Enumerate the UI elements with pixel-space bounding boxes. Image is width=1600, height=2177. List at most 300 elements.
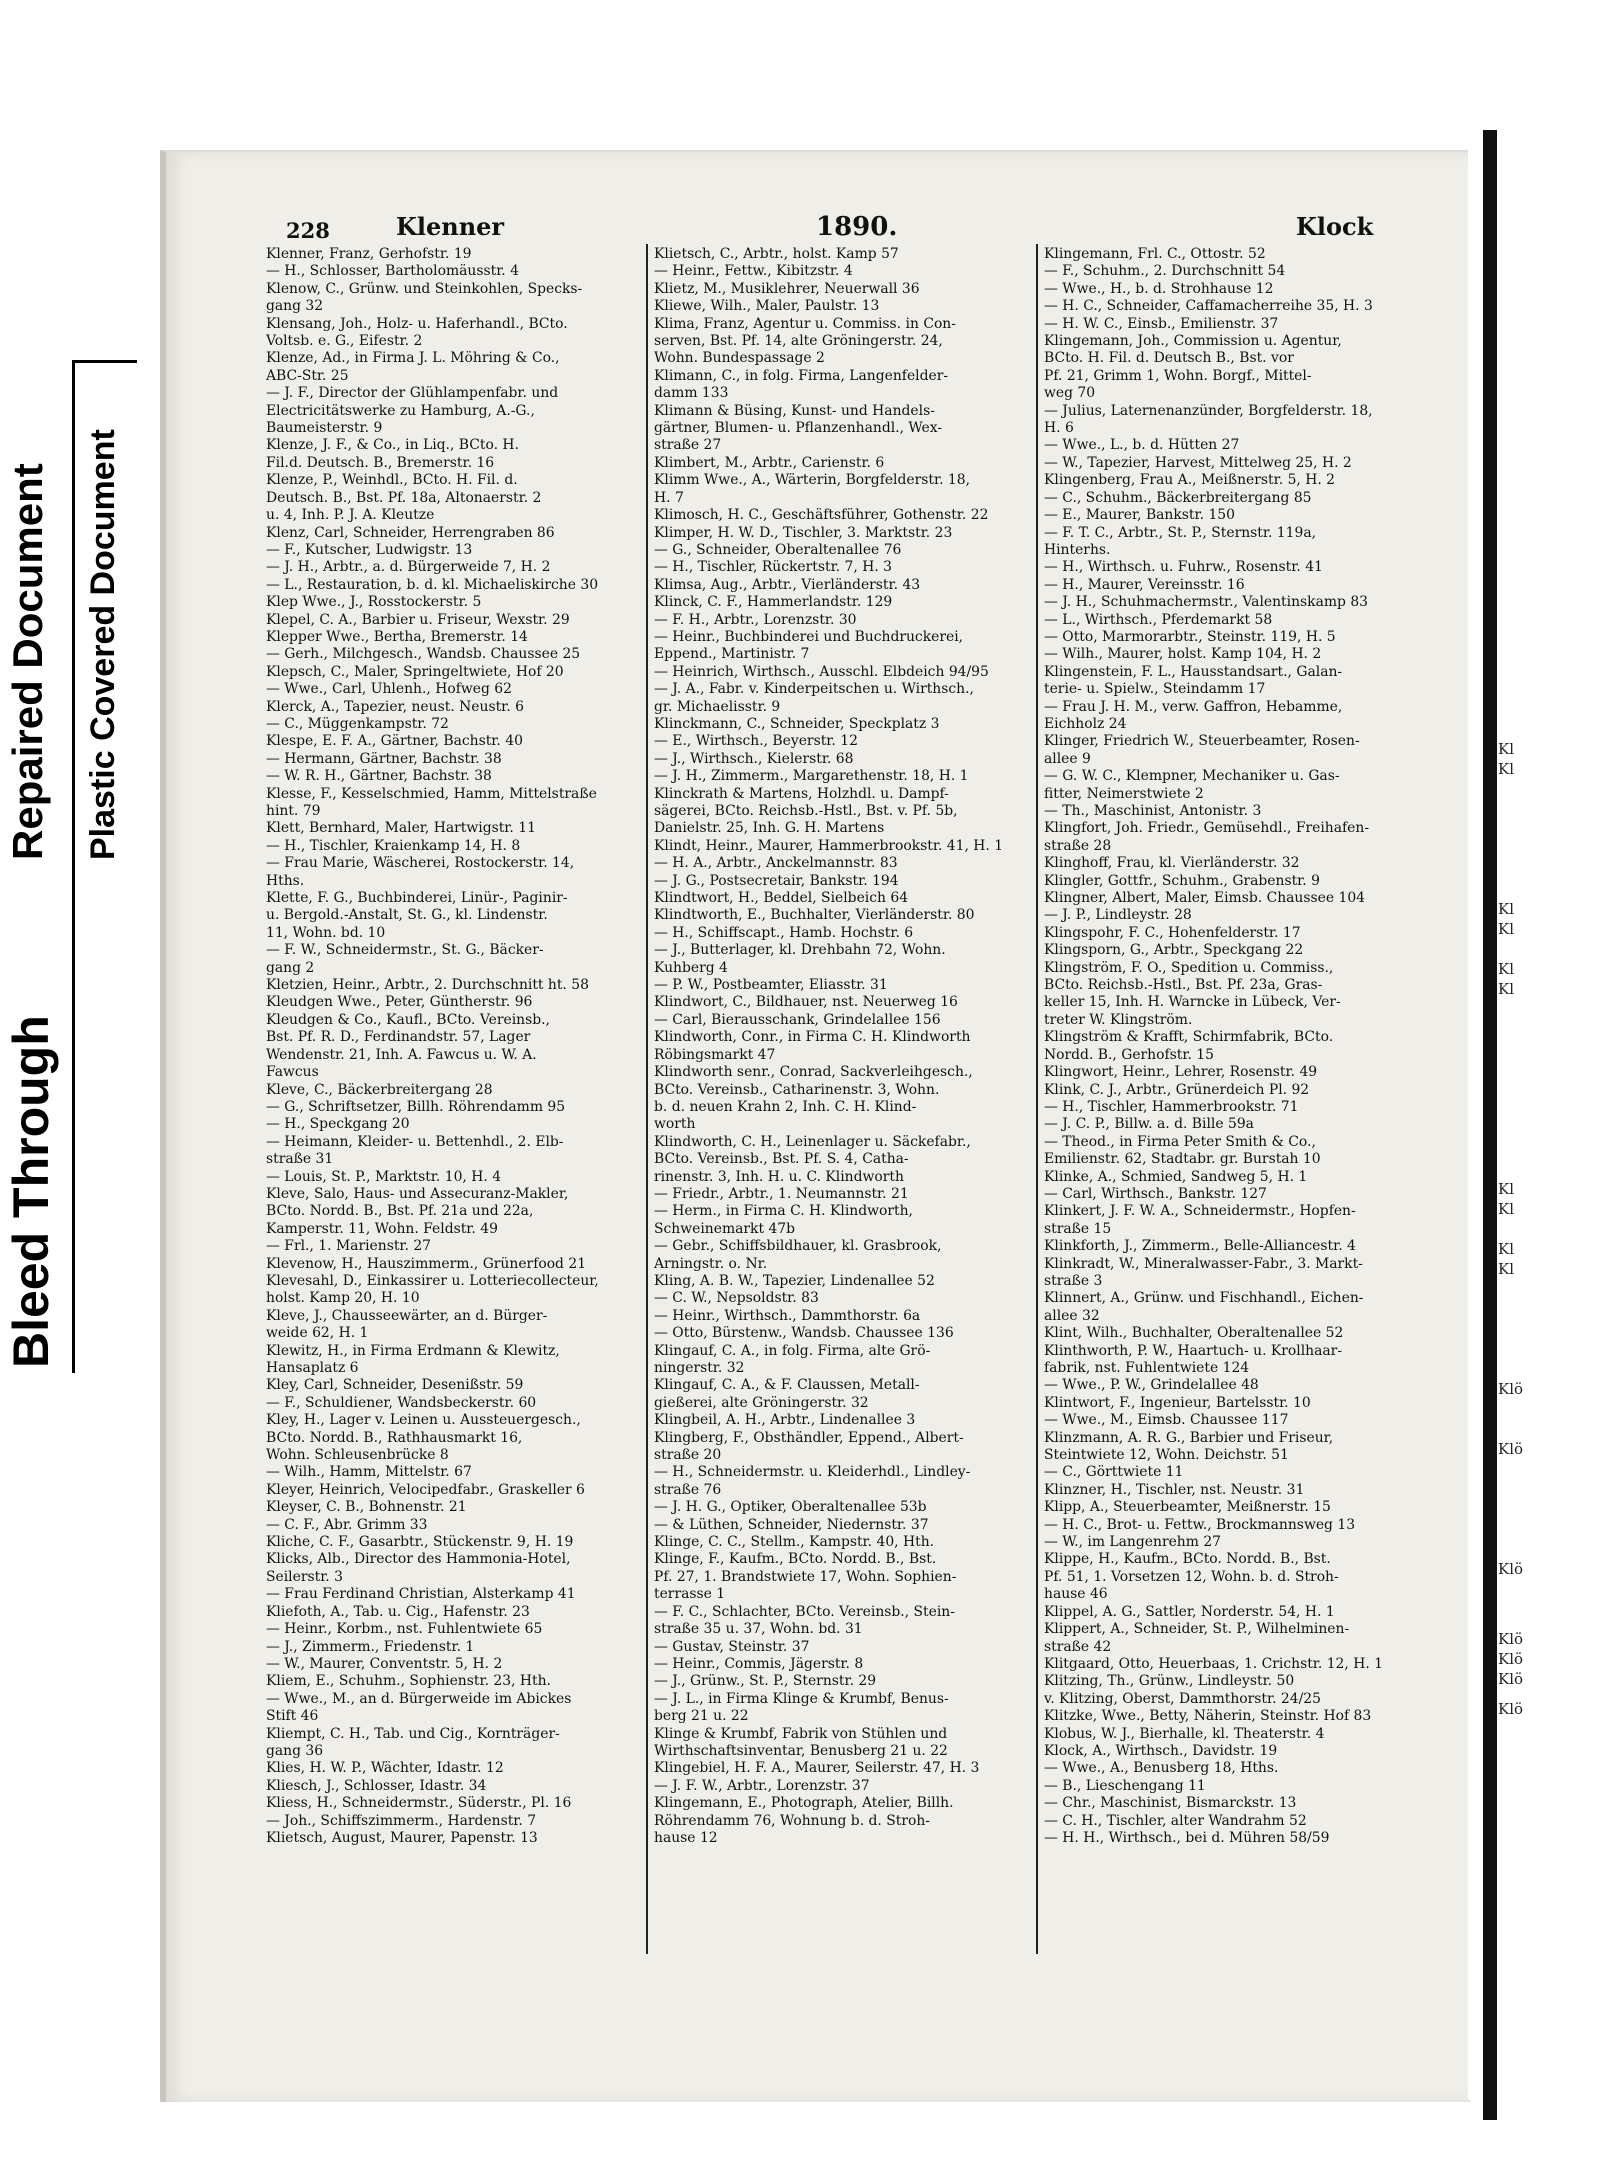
directory-entry-line: — Wwe., M., Eimsb. Chaussee 117 bbox=[1044, 1412, 1289, 1429]
directory-entry-line: — W., Maurer, Conventstr. 5, H. 2 bbox=[266, 1655, 503, 1672]
directory-entry-line: Kleyer, Heinrich, Velocipedfabr., Graskeller 6 bbox=[266, 1481, 585, 1498]
edge-fragment: Klö bbox=[1498, 1440, 1524, 1458]
directory-entry-line: — Gerh., Milchgesch., Wandsb. Chaussee 25 bbox=[266, 646, 581, 663]
directory-entry-line: — Th., Maschinist, Antonistr. 3 bbox=[1044, 803, 1262, 819]
directory-entry-line: Kamperstr. 11, Wohn. Feldstr. 49 bbox=[266, 1220, 498, 1237]
directory-entry-line: Kliem, E., Schuhm., Sophienstr. 23, Hth. bbox=[266, 1673, 551, 1690]
directory-entry-line: Klicks, Alb., Director des Hammonia-Hotel, bbox=[266, 1551, 571, 1568]
directory-entry-line: — G. W. C., Klempner, Mechaniker u. Gas- bbox=[1044, 768, 1340, 785]
directory-entry-line: Klimper, H. W. D., Tischler, 3. Marktstr. 23 bbox=[654, 524, 953, 541]
directory-entry-line: — F. H., Arbtr., Lorenzstr. 30 bbox=[654, 611, 857, 628]
directory-entry-line: Klinthworth, P. W., Haartuch- u. Krollhaar- bbox=[1044, 1342, 1343, 1359]
directory-entry-line: — C., Görttwiete 11 bbox=[1044, 1464, 1184, 1481]
directory-entry-line: Kleudgen & Co., Kaufl., BCto. Vereinsb., bbox=[266, 1011, 550, 1028]
directory-entry-line: Klinkert, J. F. W. A., Schneidermstr., Hopfen- bbox=[1044, 1203, 1356, 1220]
directory-entry-line: — J. C. P., Billw. a. d. Bille 59a bbox=[1044, 1116, 1254, 1133]
directory-entry-line: — Friedr., Arbtr., 1. Neumannstr. 21 bbox=[654, 1185, 909, 1202]
directory-entry-line: u. Bergold.-Anstalt, St. G., kl. Lindenstr. bbox=[266, 907, 548, 924]
directory-entry-line: Schweinemarkt 47b bbox=[654, 1220, 796, 1237]
edge-fragment: Klö bbox=[1498, 1700, 1524, 1718]
directory-entry-line: serven, Bst. Pf. 14, alte Gröningerstr. 24, bbox=[654, 333, 943, 350]
directory-entry-line: — E., Wirthsch., Beyerstr. 12 bbox=[654, 733, 858, 750]
header-first-entry: Klenner bbox=[396, 212, 505, 241]
directory-entry-line: Klinge, F., Kaufm., BCto. Nordd. B., Bst. bbox=[654, 1551, 937, 1568]
bleed-through-label: Bleed Through bbox=[3, 1015, 59, 1368]
repaired-document-label: Repaired Document bbox=[4, 463, 51, 860]
directory-entry-line: terrasse 1 bbox=[654, 1586, 726, 1603]
directory-entry-line: — Heinr., Korbm., nst. Fuhlentwiete 65 bbox=[266, 1621, 543, 1638]
directory-entry-line: — Heinr., Fettw., Kibitzstr. 4 bbox=[654, 263, 853, 280]
edge-fragment: Kl bbox=[1498, 740, 1515, 758]
directory-entry-line: Wirthschaftsinventar, Benusberg 21 u. 22 bbox=[654, 1742, 948, 1759]
directory-entry-line: — H. A., Arbtr., Anckelmannstr. 83 bbox=[654, 855, 898, 872]
directory-entry-line: Kuhberg 4 bbox=[654, 959, 728, 976]
directory-entry-line: H. 7 bbox=[654, 489, 684, 506]
directory-entry-line: — Julius, Laternenanzünder, Borgfelderstr. 18, bbox=[1044, 402, 1373, 419]
directory-entry-line: — Wilh., Hamm, Mittelstr. 67 bbox=[266, 1464, 472, 1481]
page-header bbox=[286, 212, 1436, 242]
directory-entry-line: Klinger, Friedrich W., Steuerbeamter, Rosen- bbox=[1044, 733, 1360, 750]
directory-entry-line: Klinke, A., Schmied, Sandweg 5, H. 1 bbox=[1044, 1168, 1308, 1185]
directory-entry-line: — Chr., Maschinist, Bismarckstr. 13 bbox=[1044, 1795, 1297, 1812]
directory-entry-line: Klingström, F. O., Spedition u. Commiss., bbox=[1044, 959, 1334, 976]
directory-entry-line: Klimann & Büsing, Kunst- und Handels- bbox=[654, 402, 935, 419]
directory-entry-line: Hinterhs. bbox=[1044, 541, 1111, 558]
directory-entry-line: Kliefoth, A., Tab. u. Cig., Hafenstr. 23 bbox=[266, 1603, 530, 1620]
directory-entry-line: Kliewe, Wilh., Maler, Paulstr. 13 bbox=[654, 298, 880, 315]
directory-entry-line: Klingemann, Joh., Commission u. Agentur, bbox=[1044, 333, 1342, 350]
directory-entry-line: Fil.d. Deutsch. B., Bremerstr. 16 bbox=[266, 454, 495, 471]
directory-entry-line: — F., Schuhm., 2. Durchschnitt 54 bbox=[1044, 263, 1286, 280]
directory-entry-line: — H., Tischler, Kraienkamp 14, H. 8 bbox=[266, 837, 521, 854]
edge-fragment: Kl bbox=[1498, 1240, 1515, 1258]
directory-entry-line: Klerck, A., Tapezier, neust. Neustr. 6 bbox=[266, 698, 524, 715]
directory-entry-line: Klingbeil, A. H., Arbtr., Lindenallee 3 bbox=[654, 1412, 916, 1429]
directory-entry-line: Klenz, Carl, Schneider, Herrengraben 86 bbox=[266, 524, 555, 541]
directory-entry-line: — H., Tischler, Rückertstr. 7, H. 3 bbox=[654, 559, 892, 576]
directory-entry-line: berg 21 u. 22 bbox=[654, 1708, 749, 1725]
directory-entry-line: allee 32 bbox=[1044, 1307, 1100, 1324]
directory-entry-line: gießerei, alte Gröningerstr. 32 bbox=[654, 1394, 869, 1411]
directory-entry-line: Kleve, J., Chausseewärter, an d. Bürger- bbox=[266, 1307, 548, 1324]
directory-entry-line: — Theod., in Firma Peter Smith & Co., bbox=[1044, 1133, 1316, 1150]
directory-entry-line: worth bbox=[654, 1116, 696, 1133]
directory-entry-line: Klindt, Heinr., Maurer, Hammerbrookstr. 41, H. 1 bbox=[654, 837, 1004, 854]
directory-entry-line: Baumeisterstr. 9 bbox=[266, 420, 383, 437]
edge-fragment: Kl bbox=[1498, 900, 1515, 918]
directory-entry-line: — H., Schiffscapt., Hamb. Hochstr. 6 bbox=[654, 924, 914, 941]
directory-entry-line: Voltsb. e. G., Eifestr. 2 bbox=[266, 333, 423, 350]
directory-entry-line: Klinzmann, A. R. G., Barbier und Friseur, bbox=[1044, 1429, 1334, 1446]
directory-entry-line: — J., Grünw., St. P., Sternstr. 29 bbox=[654, 1673, 877, 1690]
directory-entry-line: Klette, F. G., Buchbinderei, Linür-, Paginir- bbox=[266, 890, 568, 907]
directory-entry-line: — H. C., Brot- u. Fettw., Brockmannsweg 13 bbox=[1044, 1516, 1356, 1533]
directory-entry-line: — J. F., Director der Glühlampenfabr. und bbox=[266, 385, 559, 402]
directory-entry-line: gang 36 bbox=[266, 1742, 324, 1759]
directory-entry-line: gr. Michaelisstr. 9 bbox=[654, 698, 781, 715]
directory-entry-line: Klingenstein, F. L., Hausstandsart., Galan- bbox=[1044, 663, 1343, 680]
directory-entry-line: Klimbert, M., Arbtr., Carienstr. 6 bbox=[654, 454, 885, 471]
directory-entry-line: Wohn. Schleusenbrücke 8 bbox=[266, 1447, 449, 1464]
edge-fragment: Kl bbox=[1498, 760, 1515, 778]
directory-entry-line: v. Klitzing, Oberst, Dammthorstr. 24/25 bbox=[1044, 1690, 1321, 1707]
directory-entry-line: Klinckrath & Martens, Holzhdl. u. Dampf- bbox=[654, 785, 949, 802]
directory-entry-line: Klies, H. W. P., Wächter, Idastr. 12 bbox=[266, 1760, 504, 1777]
directory-entry-line: — Joh., Schiffszimmerm., Hardenstr. 7 bbox=[266, 1812, 537, 1829]
directory-entry-line: Kletzien, Heinr., Arbtr., 2. Durchschnitt ht. 58 bbox=[266, 977, 589, 994]
directory-entry-line: — P. W., Postbeamter, Eliasstr. 31 bbox=[654, 977, 888, 994]
directory-entry-line: BCto. Nordd. B., Bst. Pf. 21a und 22a, bbox=[266, 1203, 534, 1220]
directory-entry-line: terie- u. Spielw., Steindamm 17 bbox=[1044, 681, 1266, 698]
directory-entry-line: u. 4, Inh. P. J. A. Kleutze bbox=[266, 507, 435, 524]
edge-fragment: Klö bbox=[1498, 1650, 1524, 1668]
directory-entry-line: Klenze, P., Weinhdl., BCto. H. Fil. d. bbox=[266, 472, 518, 489]
directory-entry-line: Hansaplatz 6 bbox=[266, 1360, 359, 1376]
directory-entry-line: BCto. Reichsb.-Hstl., Bst. Pf. 23a, Gras- bbox=[1044, 977, 1323, 994]
directory-entry-line: — H., Schneidermstr. u. Kleiderhdl., Lindley- bbox=[654, 1464, 971, 1481]
directory-entry-line: Klingström & Krafft, Schirmfabrik, BCto. bbox=[1044, 1029, 1334, 1046]
directory-entry-line: — Wwe., P. W., Grindelallee 48 bbox=[1044, 1377, 1259, 1394]
directory-entry-line: Pf. 51, 1. Vorsetzen 12, Wohn. b. d. Stroh- bbox=[1044, 1568, 1339, 1585]
directory-entry-line: Klink, C. J., Arbtr., Grünerdeich Pl. 92 bbox=[1044, 1081, 1310, 1098]
directory-entry-line: Klenow, C., Grünw. und Steinkohlen, Specks- bbox=[266, 280, 583, 297]
directory-entry-line: — J. A., Fabr. v. Kinderpeitschen u. Wirthsch., bbox=[654, 681, 974, 698]
page-number: 228 bbox=[286, 218, 330, 243]
directory-entry-line: — Heinr., Wirthsch., Dammthorstr. 6a bbox=[654, 1307, 921, 1324]
directory-entry-line: Electricitätswerke zu Hamburg, A.-G., bbox=[266, 402, 535, 419]
directory-entry-line: Klinge, C. C., Stellm., Kampstr. 40, Hth. bbox=[654, 1534, 935, 1551]
directory-entry-line: Klingberg, F., Obsthändler, Eppend., Albert- bbox=[654, 1429, 964, 1446]
directory-entry-line: Deutsch. B., Bst. Pf. 18a, Altonaerstr. 2 bbox=[266, 489, 542, 506]
directory-entry-line: — Frau Ferdinand Christian, Alsterkamp 41 bbox=[266, 1586, 576, 1603]
directory-entry-line: Röhrendamm 76, Wohnung b. d. Stroh- bbox=[654, 1812, 930, 1829]
edge-fragment: Klö bbox=[1498, 1670, 1524, 1688]
directory-entry-line: straße 20 bbox=[654, 1447, 722, 1464]
directory-entry-line: Klett, Bernhard, Maler, Hartwigstr. 11 bbox=[266, 820, 536, 837]
column-divider bbox=[646, 244, 648, 1954]
directory-entry-line: Klingwort, Heinr., Lehrer, Rosenstr. 49 bbox=[1044, 1064, 1318, 1081]
directory-entry-line: — L., Restauration, b. d. kl. Michaeliskirche 30 bbox=[266, 576, 599, 593]
directory-entry-line: — J. L., in Firma Klinge & Krumbf, Benus- bbox=[654, 1690, 949, 1707]
directory-entry-line: Klinckmann, C., Schneider, Speckplatz 3 bbox=[654, 715, 940, 732]
directory-entry-line: allee 9 bbox=[1044, 750, 1091, 767]
directory-entry-line: Röbingsmarkt 47 bbox=[654, 1046, 776, 1063]
directory-entry-line: Klinck, C. F., Hammerlandstr. 129 bbox=[654, 594, 893, 611]
directory-entry-line: — Gebr., Schiffsbildhauer, kl. Grasbrook, bbox=[654, 1238, 942, 1255]
directory-entry-line: Klintwort, F., Ingenieur, Bartelsstr. 10 bbox=[1044, 1394, 1311, 1411]
directory-entry-line: Klesse, F., Kesselschmied, Hamm, Mittelstraße bbox=[266, 785, 597, 802]
directory-entry-line: Klock, A., Wirthsch., Davidstr. 19 bbox=[1044, 1742, 1278, 1759]
directory-entry-line: — Louis, St. P., Marktstr. 10, H. 4 bbox=[266, 1168, 502, 1185]
directory-entry-line: — C. W., Nepsoldstr. 83 bbox=[654, 1290, 819, 1307]
directory-entry-line: — Wilh., Maurer, holst. Kamp 104, H. 2 bbox=[1044, 646, 1322, 663]
directory-entry-line: Stift 46 bbox=[266, 1708, 319, 1725]
directory-entry-line: Klindtworth, E., Buchhalter, Vierländerstr. 80 bbox=[654, 907, 975, 924]
directory-entry-line: Klippel, A. G., Sattler, Norderstr. 54, H. 1 bbox=[1044, 1603, 1335, 1620]
directory-entry-line: Klewitz, H., in Firma Erdmann & Klewitz, bbox=[266, 1342, 560, 1359]
directory-entry-line: — Otto, Marmorarbtr., Steinstr. 119, H. 5 bbox=[1044, 628, 1336, 645]
directory-entry-line: fabrik, nst. Fuhlentwiete 124 bbox=[1044, 1360, 1250, 1376]
directory-entry-line: — W., im Langenrehm 27 bbox=[1044, 1534, 1222, 1551]
directory-entry-line: Bst. Pf. R. D., Ferdinandstr. 57, Lager bbox=[266, 1029, 531, 1046]
directory-entry-line: — G., Schneider, Oberaltenallee 76 bbox=[654, 541, 902, 558]
directory-entry-line: hause 12 bbox=[654, 1829, 718, 1846]
directory-entry-line: straße 28 bbox=[1044, 837, 1112, 854]
directory-entry-line: Klitzing, Th., Grünw., Lindleystr. 50 bbox=[1044, 1673, 1295, 1690]
directory-entry-line: Klingenberg, Frau A., Meißnerstr. 5, H. 2 bbox=[1044, 472, 1336, 489]
directory-entry-line: Nordd. B., Gerhofstr. 15 bbox=[1044, 1046, 1214, 1063]
directory-entry-line: Pf. 27, 1. Brandstwiete 17, Wohn. Sophien- bbox=[654, 1568, 957, 1585]
directory-entry-line: b. d. neuen Krahn 2, Inh. C. H. Klind- bbox=[654, 1098, 917, 1115]
directory-entry-line: straße 27 bbox=[654, 437, 722, 454]
directory-entry-line: — H., Speckgang 20 bbox=[266, 1116, 410, 1133]
directory-entry-line: — Wwe., M., an d. Bürgerweide im Abickes bbox=[266, 1690, 572, 1707]
directory-entry-line: — Wwe., H., b. d. Strohhause 12 bbox=[1044, 280, 1274, 297]
directory-entry-line: — Heinr., Commis, Jägerstr. 8 bbox=[654, 1655, 864, 1672]
edge-fragment: Kl bbox=[1498, 1260, 1515, 1278]
directory-entry-line: hint. 79 bbox=[266, 803, 321, 819]
plastic-covered-label: Plastic Covered Document bbox=[84, 429, 122, 860]
directory-entry-line: — Otto, Bürstenw., Wandsb. Chaussee 136 bbox=[654, 1325, 954, 1342]
directory-entry-line: Klimsa, Aug., Arbtr., Vierländerstr. 43 bbox=[654, 576, 921, 593]
directory-entry-line: — J. G., Postsecretair, Bankstr. 194 bbox=[654, 872, 899, 889]
directory-entry-line: — J. H. G., Optiker, Oberaltenallee 53b bbox=[654, 1499, 927, 1516]
directory-entry-line: Emilienstr. 62, Stadtabr. gr. Burstah 10 bbox=[1044, 1151, 1321, 1168]
edge-fragment: Kl bbox=[1498, 960, 1515, 978]
directory-entry-line: — C. H., Tischler, alter Wandrahm 52 bbox=[1044, 1812, 1307, 1829]
directory-entry-line: — Wwe., A., Benusberg 18, Hths. bbox=[1044, 1760, 1279, 1777]
header-year: 1890. bbox=[816, 212, 898, 242]
edge-fragment: Kl bbox=[1498, 1180, 1515, 1198]
directory-entry-line: H. 6 bbox=[1044, 420, 1074, 437]
directory-entry-line: Klenze, J. F., & Co., in Liq., BCto. H. bbox=[266, 437, 519, 454]
directory-entry-line: gang 2 bbox=[266, 959, 315, 976]
directory-entry-line: — W. R. H., Gärtner, Bachstr. 38 bbox=[266, 768, 492, 785]
directory-entry-line: Klippert, A., Schneider, St. P., Wilhelminen- bbox=[1044, 1621, 1350, 1638]
directory-entry-line: — J. H., Schuhmachermstr., Valentinskamp 83 bbox=[1044, 594, 1368, 611]
directory-entry-line: Eppend., Martinistr. 7 bbox=[654, 646, 810, 663]
directory-entry-line: Danielstr. 25, Inh. G. H. Martens bbox=[654, 820, 885, 837]
document-labels bbox=[0, 360, 150, 1370]
directory-entry-line: Klepsch, C., Maler, Springeltwiete, Hof 20 bbox=[266, 663, 564, 680]
directory-entry-line: BCto. H. Fil. d. Deutsch B., Bst. vor bbox=[1044, 350, 1294, 367]
directory-entry-line: — C., Müggenkampstr. 72 bbox=[266, 715, 449, 732]
directory-entry-line: — H., Maurer, Vereinsstr. 16 bbox=[1044, 576, 1245, 593]
directory-entry-line: Eichholz 24 bbox=[1044, 715, 1127, 732]
directory-entry-line: Klima, Franz, Agentur u. Commiss. in Con- bbox=[654, 315, 956, 332]
directory-entry-line: — J., Zimmerm., Friedenstr. 1 bbox=[266, 1638, 475, 1655]
directory-entry-line: — H. C., Schneider, Caffamacherreihe 35, H. 3 bbox=[1044, 298, 1373, 315]
directory-entry-line: — G., Schriftsetzer, Billh. Röhrendamm 95 bbox=[266, 1098, 566, 1115]
directory-entry-line: Klietz, M., Musiklehrer, Neuerwall 36 bbox=[654, 280, 920, 297]
directory-entry-line: Wendenstr. 21, Inh. A. Fawcus u. W. A. bbox=[266, 1046, 537, 1063]
directory-entry-line: Klietsch, C., Arbtr., holst. Kamp 57 bbox=[654, 246, 899, 262]
directory-entry-line: Klinzner, H., Tischler, nst. Neustr. 31 bbox=[1044, 1481, 1305, 1498]
directory-entry-line: Klippe, H., Kaufm., BCto. Nordd. B., Bst. bbox=[1044, 1551, 1331, 1568]
directory-entry-line: — Frau Marie, Wäscherei, Rostockerstr. 14, bbox=[266, 855, 575, 872]
directory-entry-line: hause 46 bbox=[1044, 1586, 1108, 1603]
directory-entry-line: Klimosch, H. C., Geschäftsführer, Gothenstr. 22 bbox=[654, 507, 989, 524]
directory-entry-line: damm 133 bbox=[654, 385, 729, 402]
directory-entry-line: Klindtwort, H., Beddel, Sielbeich 64 bbox=[654, 890, 909, 907]
directory-entry-line: Hths. bbox=[266, 872, 305, 889]
column-divider bbox=[1036, 244, 1038, 1954]
directory-entry-line: gang 32 bbox=[266, 298, 324, 315]
directory-entry-line: Klingler, Gottfr., Schuhm., Grabenstr. 9 bbox=[1044, 872, 1320, 889]
directory-entry-line: — Wwe., Carl, Uhlenh., Hofweg 62 bbox=[266, 681, 512, 698]
directory-entry-line: Klevesahl, D., Einkassirer u. Lotteriecollecteur, bbox=[266, 1272, 599, 1289]
directory-entry-line: — Hermann, Gärtner, Bachstr. 38 bbox=[266, 750, 502, 767]
directory-entry-line: — J., Butterlager, kl. Drehbahn 72, Wohn. bbox=[654, 942, 946, 959]
directory-entry-line: Klingemann, Frl. C., Ottostr. 52 bbox=[1044, 246, 1266, 262]
directory-entry-line: — Carl, Bierausschank, Grindelallee 156 bbox=[654, 1011, 941, 1028]
directory-entry-line: Klenze, Ad., in Firma J. L. Möhring & Co., bbox=[266, 350, 560, 367]
directory-entry-line: — H., Schlosser, Bartholomäusstr. 4 bbox=[266, 263, 519, 280]
directory-entry-line: Steintwiete 12, Wohn. Deichstr. 51 bbox=[1044, 1447, 1289, 1464]
directory-entry-line: Klingfort, Joh. Friedr., Gemüsehdl., Freihafen- bbox=[1044, 820, 1370, 837]
edge-fragment: Kl bbox=[1498, 980, 1515, 998]
directory-entry-line: Klingspohr, F. C., Hohenfelderstr. 17 bbox=[1044, 924, 1301, 941]
directory-entry-line: Kliess, H., Schneidermstr., Süderstr., Pl. 16 bbox=[266, 1795, 572, 1812]
directory-entry-line: — H., Tischler, Hammerbrookstr. 71 bbox=[1044, 1098, 1299, 1115]
directory-entry-line: — H., Wirthsch. u. Fuhrw., Rosenstr. 41 bbox=[1044, 559, 1323, 576]
directory-entry-line: Klespe, E. F. A., Gärtner, Bachstr. 40 bbox=[266, 733, 523, 750]
directory-entry-line: — Frl., 1. Marienstr. 27 bbox=[266, 1238, 432, 1255]
directory-entry-line: straße 76 bbox=[654, 1481, 722, 1498]
directory-entry-line: Kleve, Salo, Haus- und Assecuranz-Makler, bbox=[266, 1185, 569, 1202]
directory-entry-line: Klingemann, E., Photograph, Atelier, Billh. bbox=[654, 1795, 954, 1812]
directory-entry-line: — Carl, Wirthsch., Bankstr. 127 bbox=[1044, 1185, 1267, 1202]
directory-entry-line: — Heinr., Buchbinderei und Buchdruckerei, bbox=[654, 628, 964, 645]
directory-entry-line: ningerstr. 32 bbox=[654, 1360, 745, 1376]
directory-entry-line: — C., Schuhm., Bäckerbreitergang 85 bbox=[1044, 489, 1312, 506]
directory-entry-line: holst. Kamp 20, H. 10 bbox=[266, 1290, 420, 1307]
directory-entry-line: Kleyser, C. B., Bohnenstr. 21 bbox=[266, 1499, 467, 1516]
directory-entry-line: Kliesch, J., Schlosser, Idastr. 34 bbox=[266, 1777, 487, 1794]
directory-entry-line: — J. H., Arbtr., a. d. Bürgerweide 7, H. 2 bbox=[266, 559, 551, 576]
directory-entry-line: Klepper Wwe., Bertha, Bremerstr. 14 bbox=[266, 628, 528, 645]
directory-entry-line: 11, Wohn. bd. 10 bbox=[266, 924, 386, 941]
directory-entry-line: Fawcus bbox=[266, 1064, 319, 1081]
directory-entry-line: — J., Wirthsch., Kielerstr. 68 bbox=[654, 750, 854, 767]
directory-entry-line: Klingsporn, G., Arbtr., Speckgang 22 bbox=[1044, 942, 1304, 959]
directory-entry-line: Arningstr. o. Nr. bbox=[654, 1255, 768, 1272]
directory-entry-line: Kling, A. B. W., Tapezier, Lindenallee 52 bbox=[654, 1272, 935, 1289]
directory-entry-line: Kliche, C. F., Gasarbtr., Stückenstr. 9, H. 19 bbox=[266, 1534, 574, 1551]
directory-entry-line: Kleve, C., Bäckerbreitergang 28 bbox=[266, 1081, 493, 1098]
directory-entry-line: Klipp, A., Steuerbeamter, Meißnerstr. 15 bbox=[1044, 1499, 1331, 1516]
directory-entry-line: fitter, Neimerstwiete 2 bbox=[1044, 785, 1204, 802]
edge-fragment: Kl bbox=[1498, 920, 1515, 938]
directory-entry-line: straße 31 bbox=[266, 1151, 334, 1168]
directory-entry-line: Klindworth senr., Conrad, Sackverleihgesch., bbox=[654, 1064, 973, 1081]
directory-entry-line: — & Lüthen, Schneider, Niedernstr. 37 bbox=[654, 1516, 929, 1533]
directory-column-1 bbox=[266, 246, 638, 1981]
directory-entry-line: Klindworth, Conr., in Firma C. H. Klindworth bbox=[654, 1029, 971, 1046]
directory-entry-line: — W., Tapezier, Harvest, Mittelweg 25, H. 2 bbox=[1044, 454, 1352, 471]
directory-entry-line: weide 62, H. 1 bbox=[266, 1325, 369, 1342]
directory-entry-line: straße 15 bbox=[1044, 1220, 1112, 1237]
directory-entry-line: Klinghoff, Frau, kl. Vierländerstr. 32 bbox=[1044, 855, 1300, 872]
directory-entry-line: Kley, H., Lager v. Leinen u. Aussteuergesch., bbox=[266, 1412, 581, 1429]
directory-entry-line: Klenner, Franz, Gerhofstr. 19 bbox=[266, 246, 472, 262]
directory-entry-line: Klevenow, H., Hauszimmerm., Grünerfood 21 bbox=[266, 1255, 587, 1272]
directory-entry-line: Klinnert, A., Grünw. und Fischhandl., Eichen- bbox=[1044, 1290, 1364, 1307]
directory-entry-line: Klitzke, Wwe., Betty, Näherin, Steinstr. Hof 83 bbox=[1044, 1708, 1372, 1725]
directory-entry-line: — Heinrich, Wirthsch., Ausschl. Elbdeich 94/95 bbox=[654, 663, 989, 680]
directory-entry-line: Klimm Wwe., A., Wärterin, Borgfelderstr. 18, bbox=[654, 472, 970, 489]
directory-entry-line: straße 3 bbox=[1044, 1272, 1103, 1289]
header-last-entry: Klock bbox=[1296, 212, 1374, 241]
directory-entry-line: Kley, Carl, Schneider, Desenißstr. 59 bbox=[266, 1377, 524, 1394]
directory-entry-line: — L., Wirthsch., Pferdemarkt 58 bbox=[1044, 611, 1273, 628]
directory-entry-line: BCto. Vereinsb., Catharinenstr. 3, Wohn. bbox=[654, 1081, 940, 1098]
directory-entry-line: Klensang, Joh., Holz- u. Haferhandl., BCto. bbox=[266, 315, 568, 332]
edge-fragment: Kl bbox=[1498, 1200, 1515, 1218]
directory-entry-line: Klinge & Krumbf, Fabrik von Stühlen und bbox=[654, 1725, 948, 1742]
edge-fragment: Klö bbox=[1498, 1560, 1524, 1578]
directory-entry-line: Klingauf, C. A., & F. Claussen, Metall- bbox=[654, 1377, 920, 1394]
directory-entry-line: — J. F. W., Arbtr., Lorenzstr. 37 bbox=[654, 1777, 870, 1794]
directory-entry-line: Klindworth, C. H., Leinenlager u. Säckefabr., bbox=[654, 1133, 971, 1150]
directory-entry-line: Klep Wwe., J., Rosstockerstr. 5 bbox=[266, 594, 482, 611]
directory-entry-line: weg 70 bbox=[1044, 385, 1096, 402]
edge-fragment: Klö bbox=[1498, 1380, 1524, 1398]
directory-entry-line: — B., Lieschengang 11 bbox=[1044, 1777, 1206, 1794]
directory-page bbox=[160, 150, 1471, 2102]
directory-entry-line: sägerei, BCto. Reichsb.-Hstl., Bst. v. Pf. 5b, bbox=[654, 803, 958, 819]
edge-fragment: Klö bbox=[1498, 1630, 1524, 1648]
directory-entry-line: Kliempt, C. H., Tab. und Cig., Kornträger- bbox=[266, 1725, 560, 1742]
directory-entry-line: straße 35 u. 37, Wohn. bd. 31 bbox=[654, 1621, 863, 1638]
directory-entry-line: — Heimann, Kleider- u. Bettenhdl., 2. Elb- bbox=[266, 1133, 564, 1150]
directory-entry-line: Klindwort, C., Bildhauer, nst. Neuerweg 16 bbox=[654, 994, 958, 1011]
directory-entry-line: keller 15, Inh. H. Warncke in Lübeck, Ver- bbox=[1044, 994, 1341, 1011]
directory-entry-line: Klint, Wilh., Buchhalter, Oberaltenallee 52 bbox=[1044, 1325, 1344, 1342]
directory-entry-line: Klietsch, August, Maurer, Papenstr. 13 bbox=[266, 1829, 538, 1846]
directory-entry-line: Klimann, C., in folg. Firma, Langenfelder- bbox=[654, 367, 949, 384]
directory-entry-line: Wohn. Bundespassage 2 bbox=[654, 350, 825, 367]
directory-entry-line: straße 42 bbox=[1044, 1638, 1112, 1655]
directory-entry-line: — F. C., Schlachter, BCto. Vereinsb., Stein- bbox=[654, 1603, 955, 1620]
directory-entry-line: Klinkforth, J., Zimmerm., Belle-Alliancestr. 4 bbox=[1044, 1238, 1356, 1255]
directory-entry-line: Klobus, W. J., Bierhalle, kl. Theaterstr. 4 bbox=[1044, 1725, 1325, 1742]
directory-entry-line: Klepel, C. A., Barbier u. Friseur, Wexstr. 29 bbox=[266, 611, 570, 628]
directory-entry-line: rinenstr. 3, Inh. H. u. C. Klindworth bbox=[654, 1168, 904, 1185]
directory-entry-line: — Gustav, Steinstr. 37 bbox=[654, 1638, 810, 1655]
directory-entry-line: Klinkradt, W., Mineralwasser-Fabr., 3. Markt- bbox=[1044, 1255, 1363, 1272]
directory-entry-line: — E., Maurer, Bankstr. 150 bbox=[1044, 507, 1235, 524]
directory-entry-line: BCto. Vereinsb., Bst. Pf. S. 4, Catha- bbox=[654, 1151, 909, 1168]
directory-entry-line: — C. F., Abr. Grimm 33 bbox=[266, 1516, 428, 1533]
directory-entry-line: — H. W. C., Einsb., Emilienstr. 37 bbox=[1044, 315, 1279, 332]
directory-entry-line: — F. T. C., Arbtr., St. P., Sternstr. 119a, bbox=[1044, 524, 1317, 541]
directory-entry-line: Pf. 21, Grimm 1, Wohn. Borgf., Mittel- bbox=[1044, 367, 1312, 384]
directory-entry-line: — Wwe., L., b. d. Hütten 27 bbox=[1044, 437, 1240, 454]
directory-entry-line: — J. H., Zimmerm., Margarethenstr. 18, H. 1 bbox=[654, 768, 969, 785]
directory-column-2 bbox=[654, 246, 1026, 1981]
directory-entry-line: Klitgaard, Otto, Heuerbaas, 1. Crichstr. 12, H. 1 bbox=[1044, 1655, 1384, 1672]
directory-entry-line: Klingebiel, H. F. A., Maurer, Seilerstr. 47, H. 3 bbox=[654, 1760, 980, 1777]
directory-entry-line: Klingauf, C. A., in folg. Firma, alte Grö- bbox=[654, 1342, 931, 1359]
directory-entry-line: Seilerstr. 3 bbox=[266, 1568, 343, 1585]
directory-entry-line: — J. P., Lindleystr. 28 bbox=[1044, 907, 1192, 924]
binding-shadow bbox=[1483, 130, 1497, 2120]
directory-entry-line: — Herm., in Firma C. H. Klindworth, bbox=[654, 1203, 913, 1220]
directory-entry-line: — Frau J. H. M., verw. Gaffron, Hebamme, bbox=[1044, 698, 1343, 715]
directory-entry-line: Kleudgen Wwe., Peter, Güntherstr. 96 bbox=[266, 994, 533, 1011]
directory-entry-line: gärtner, Blumen- u. Pflanzenhandl., Wex- bbox=[654, 420, 943, 437]
